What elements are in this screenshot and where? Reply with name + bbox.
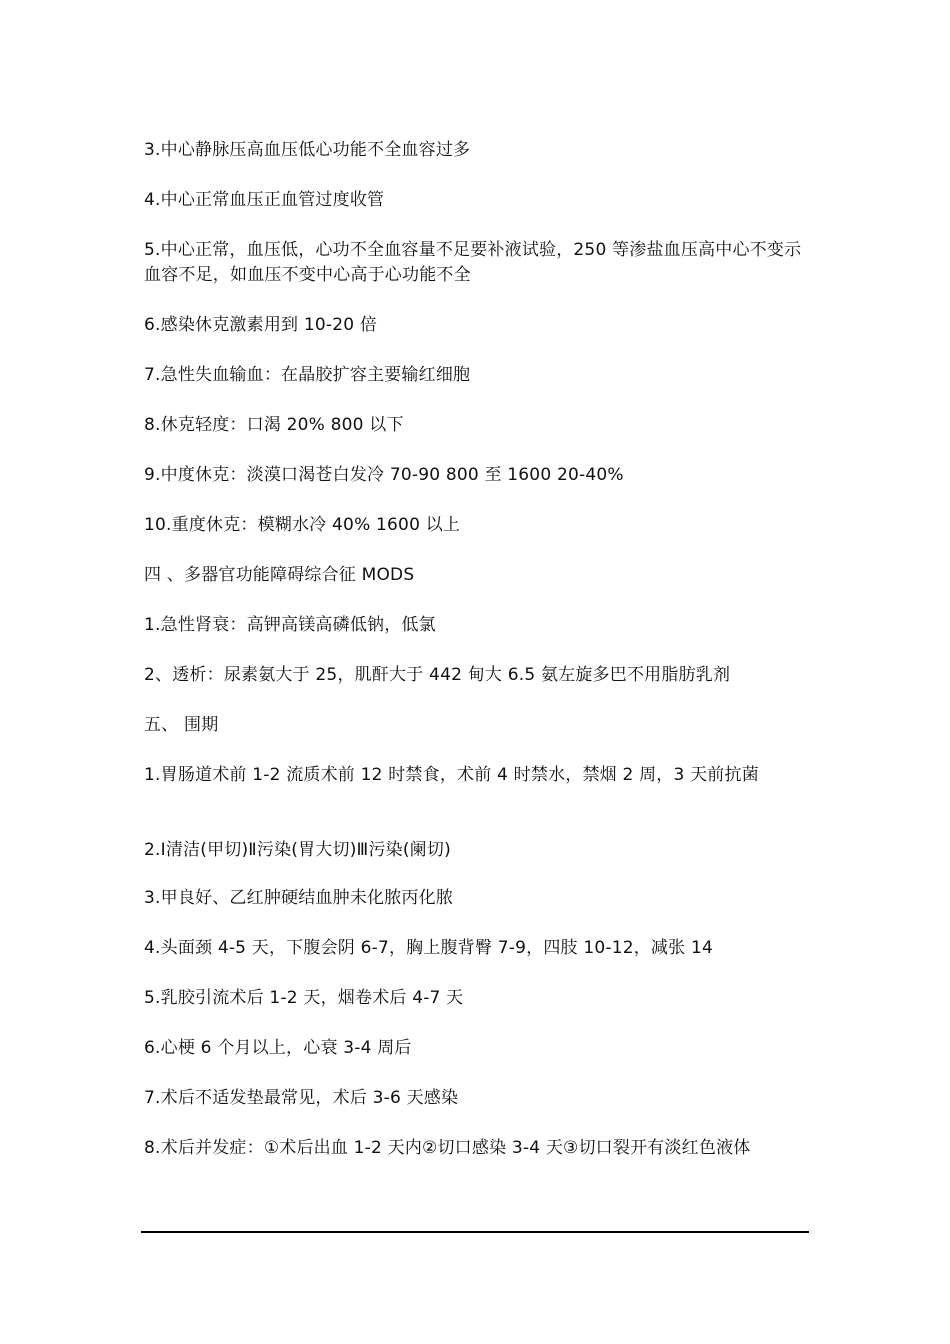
periop-item-6: 6.心梗 6 个月以上，心衰 3-4 周后	[144, 1038, 412, 1058]
paragraph-6: 6.感染休克激素用到 10-20 倍	[144, 315, 378, 335]
paragraph-5: 5.中心正常，血压低，心功不全血容量不足要补液试验，250 等渗盐血压高中心不变示血容不足，如血压不变中心高于心功能不全	[144, 240, 802, 285]
section-heading-mods: 四 、多器官功能障碍综合征 MODS	[144, 565, 415, 585]
periop-item-2: 2.Ⅰ清洁(甲切)Ⅱ污染(胃大切)Ⅲ污染(阑切)	[144, 840, 451, 860]
paragraph-3: 3.中心静脉压高血压低心功能不全血容过多	[144, 140, 471, 160]
periop-item-5: 5.乳胶引流术后 1-2 天，烟卷术后 4-7 天	[144, 988, 464, 1008]
periop-item-8: 8.术后并发症：①术后出血 1-2 天内②切口感染 3-4 天③切口裂开有淡红色液体	[144, 1138, 751, 1158]
periop-item-7: 7.术后不适发垫最常见，术后 3-6 天感染	[144, 1088, 459, 1108]
paragraph-10: 10.重度休克：模糊水冷 40% 1600 以上	[144, 515, 461, 535]
paragraph-4: 4.中心正常血压正血管过度收管	[144, 190, 385, 210]
periop-item-4: 4.头面颈 4-5 天，下腹会阴 6-7，胸上腹背臀 7-9，四肢 10-12，减张 14	[144, 938, 713, 958]
paragraph-7: 7.急性失血输血：在晶胶扩容主要输红细胞	[144, 365, 471, 385]
paragraph-8: 8.休克轻度：口渴 20% 800 以下	[144, 415, 404, 435]
footer-divider	[141, 1231, 809, 1233]
periop-item-3: 3.甲良好、乙红肿硬结血肿未化脓丙化脓	[144, 888, 454, 908]
section-heading-perioperative: 五、 围期	[144, 715, 219, 735]
mods-item-2: 2、透析：尿素氨大于 25，肌酐大于 442 甸大 6.5 氨左旋多巴不用脂肪乳剂	[144, 665, 731, 685]
paragraph-9: 9.中度休克：淡漠口渴苍白发冷 70-90 800 至 1600 20-40%	[144, 465, 624, 485]
periop-item-1: 1.胃肠道术前 1-2 流质术前 12 时禁食，术前 4 时禁水，禁烟 2 周，3 天前抗菌	[144, 765, 759, 785]
mods-item-1: 1.急性肾衰：高钾高镁高磷低钠，低氯	[144, 615, 436, 635]
